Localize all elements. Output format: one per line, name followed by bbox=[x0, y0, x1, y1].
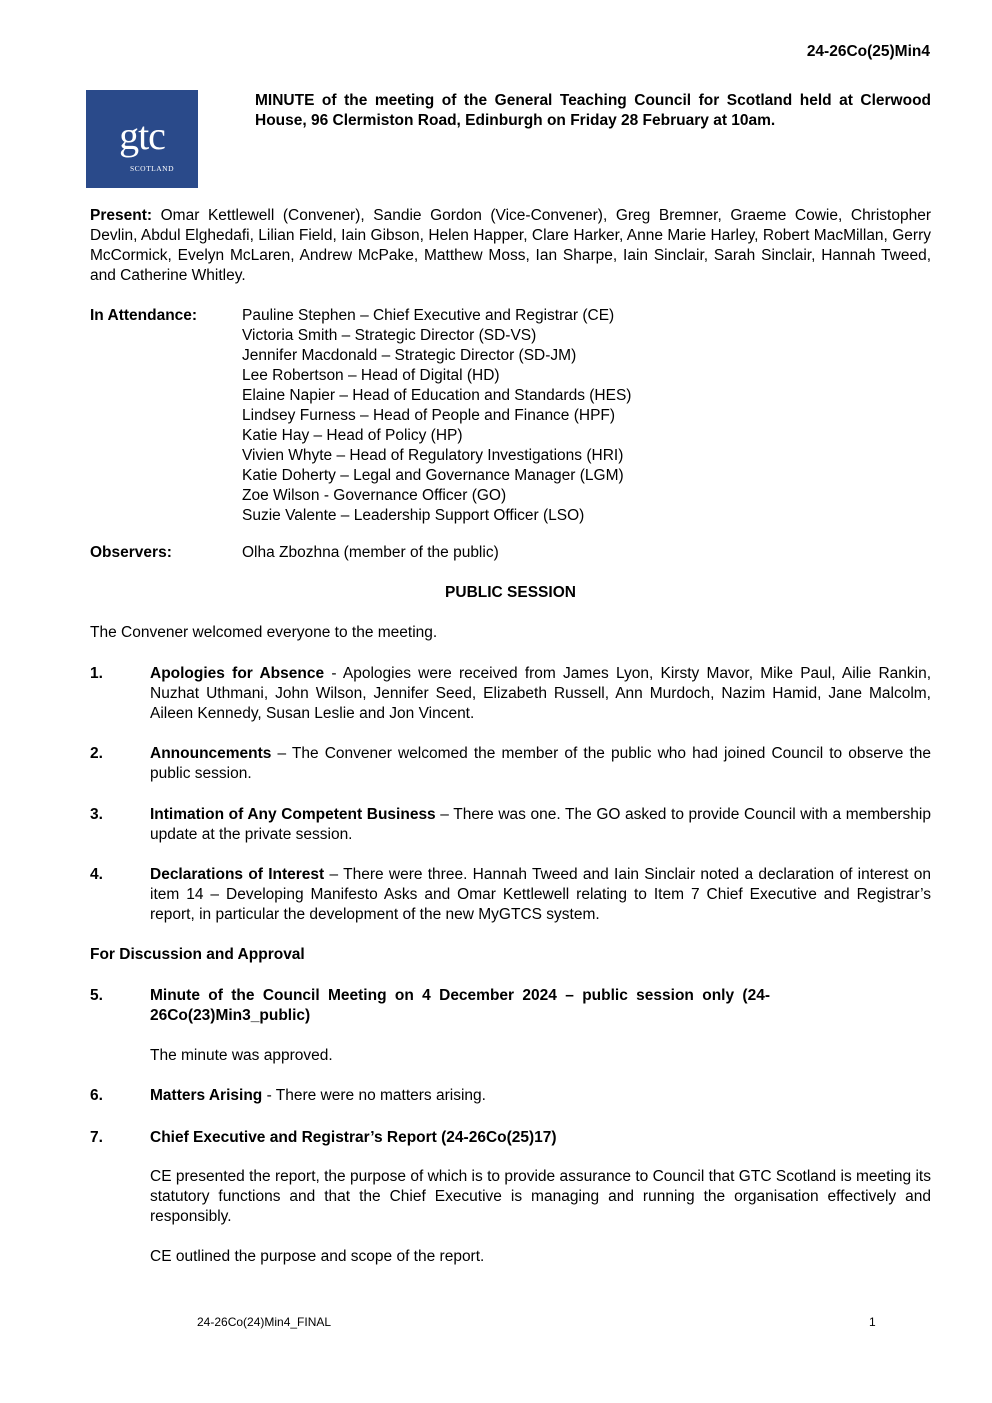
logo-text: gtc bbox=[119, 113, 165, 158]
attendee: Zoe Wilson - Governance Officer (GO) bbox=[242, 487, 507, 504]
item-matters-arising bbox=[150, 1086, 931, 1106]
item-number: 7. bbox=[90, 1129, 103, 1146]
item-ce-report-body: CE presented the report, the purpose of which is to provide assurance to Council that GTC Scotland is meeting its statutory functions and that the Chief Executive is managing and running the organisation effectively and responsibly. bbox=[150, 1168, 931, 1225]
item-number: 2. bbox=[90, 745, 103, 762]
item-ce-report-title: Chief Executive and Registrar’s Report (24-26Co(25)17) bbox=[150, 1129, 557, 1146]
item-apologies bbox=[150, 664, 931, 724]
minute-heading-text: of the meeting of the General Teaching Council for Scotland held at Clerwood House, 96 Clermiston Road, Edinburgh on Friday 28 February at 10am. bbox=[255, 92, 931, 129]
item-declarations bbox=[150, 865, 931, 925]
present-list: Omar Kettlewell (Convener), Sandie Gordon (Vice-Convener), Greg Bremner, Graeme Cowie, Christopher Devlin, Abdul Elghedafi, Lilian Field, Iain Gibson, Helen Happer, Clare Harker, Anne Marie Harley, Robert MacMillan, Gerry McCormick, Evelyn McLaren, Andrew McPake, Matthew Moss, Ian Sharpe, Iain Sinclair, Sarah Sinclair, Hannah Tweed, and Catherine Whitley. bbox=[90, 207, 931, 284]
attendee: Vivien Whyte – Head of Regulatory Investigations (HRI) bbox=[242, 447, 624, 464]
observers-label: Observers: bbox=[90, 544, 172, 561]
session-title: PUBLIC SESSION bbox=[445, 584, 576, 601]
item-title: Intimation of Any Competent Business bbox=[150, 806, 436, 823]
footer-document-name: 24-26Co(24)Min4_FINAL bbox=[197, 1315, 332, 1329]
attendee: Katie Doherty – Legal and Governance Manager (LGM) bbox=[242, 467, 624, 484]
attendance-label: In Attendance: bbox=[90, 307, 198, 324]
observers-text: Olha Zbozhna (member of the public) bbox=[242, 544, 499, 561]
attendee: Lindsey Furness – Head of People and Finance (HPF) bbox=[242, 407, 616, 424]
item-number: 5. bbox=[90, 987, 103, 1004]
item-title: Declarations of Interest bbox=[150, 866, 325, 883]
item-text: – There was one. The GO asked to provide Council with a membership update at the private session. bbox=[150, 806, 931, 843]
attendee: Suzie Valente – Leadership Support Officer (LSO) bbox=[242, 507, 585, 524]
item-title: Announcements bbox=[150, 745, 272, 762]
page-number: 1 bbox=[869, 1315, 876, 1329]
attendee: Pauline Stephen – Chief Executive and Registrar (CE) bbox=[242, 307, 615, 324]
item-text: - Apologies were received from James Lyon, Kirsty Mavor, Mike Paul, Ailie Rankin, Nuzhat Uthmani, John Wilson, Jennifer Seed, Elizabeth Russell, Ann Murdoch, Nazim Hamid, Jane Malcolm, Aileen Kennedy, Susan Leslie and Jon Vincent. bbox=[150, 665, 931, 722]
attendance-list bbox=[242, 306, 802, 526]
item-title: Matters Arising bbox=[150, 1087, 263, 1104]
attendee: Victoria Smith – Strategic Director (SD-VS) bbox=[242, 327, 537, 344]
item-number: 4. bbox=[90, 866, 103, 883]
attendee: Lee Robertson – Head of Digital (HD) bbox=[242, 367, 500, 384]
present-paragraph bbox=[90, 206, 931, 286]
attendee: Jennifer Macdonald – Strategic Director (SD-JM) bbox=[242, 347, 577, 364]
item-minute-title: Minute of the Council Meeting on 4 December 2024 – public session only (24-26Co(23)Min3_public) bbox=[150, 987, 770, 1024]
item-announcements bbox=[150, 744, 931, 784]
attendee: Katie Hay – Head of Policy (HP) bbox=[242, 427, 463, 444]
minute-label: MINUTE bbox=[255, 92, 315, 109]
gtc-scotland-logo bbox=[86, 90, 198, 188]
item-minute-body: The minute was approved. bbox=[150, 1047, 333, 1064]
item-text: – There were three. Hannah Tweed and Iain Sinclair noted a declaration of interest on item 14 – Developing Manifesto Asks and Omar Kettlewell relating to Item 7 Chief Executive and Registrar’s report, in particular the development of the new MyGTCS system. bbox=[150, 866, 931, 923]
item-number: 6. bbox=[90, 1087, 103, 1104]
attendee: Elaine Napier – Head of Education and Standards (HES) bbox=[242, 387, 632, 404]
item-number: 1. bbox=[90, 665, 103, 682]
document-reference: 24-26Co(25)Min4 bbox=[806, 43, 930, 60]
welcome-text: The Convener welcomed everyone to the meeting. bbox=[90, 624, 438, 641]
minute-heading bbox=[255, 91, 931, 131]
section-heading: For Discussion and Approval bbox=[90, 946, 305, 963]
item-ce-report-body-2: CE outlined the purpose and scope of the report. bbox=[150, 1248, 485, 1265]
present-label: Present: bbox=[90, 207, 153, 224]
item-text: – The Convener welcomed the member of the public who had joined Council to observe the public session. bbox=[150, 745, 931, 782]
item-number: 3. bbox=[90, 806, 103, 823]
item-text: - There were no matters arising. bbox=[262, 1087, 486, 1104]
logo-subtext: SCOTLAND bbox=[130, 164, 175, 173]
item-competent-business bbox=[150, 805, 931, 845]
item-title: Apologies for Absence bbox=[150, 665, 325, 682]
